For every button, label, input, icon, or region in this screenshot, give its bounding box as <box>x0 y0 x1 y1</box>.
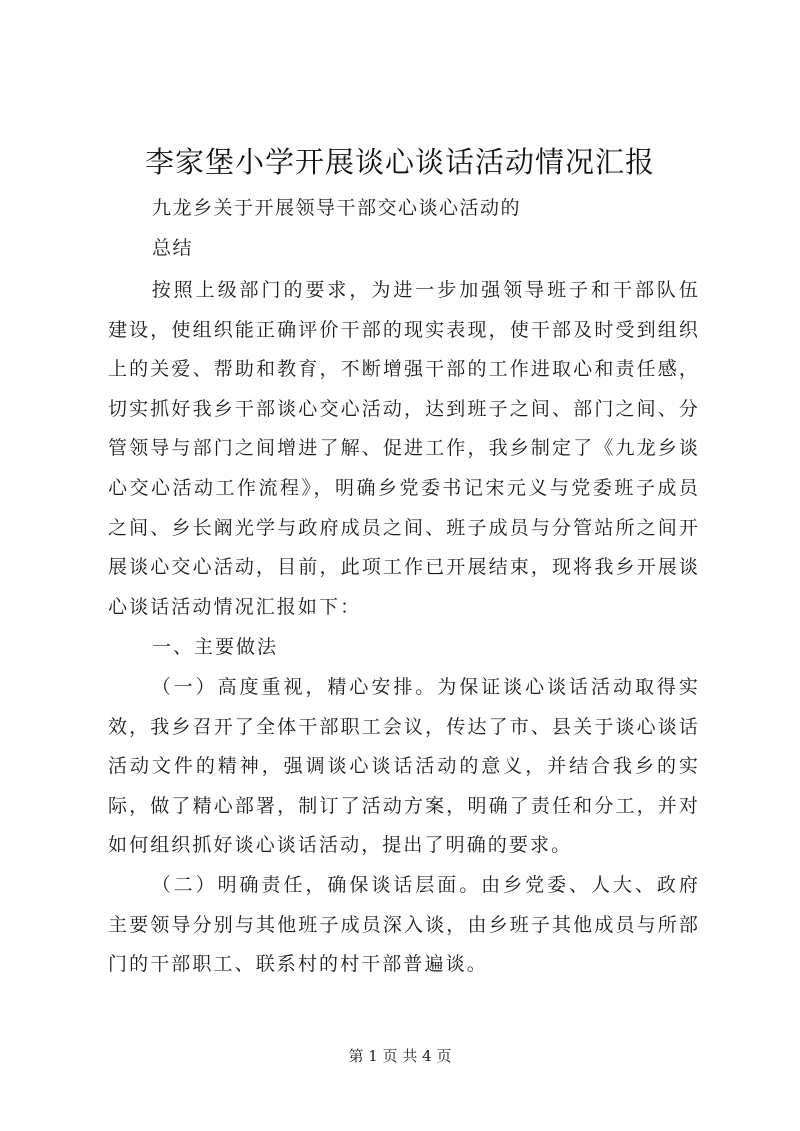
body-paragraph-2: （一）高度重视，精心安排。为保证谈心谈话活动取得实效，我乡召开了全体干部职工会议，传达了市、县关于谈心谈话活动文件的精神，强调谈心谈话活动的意义，并结合我乡的实际，做了精心部署，制订了活动方案，明确了责任和分工，并对如何组织抓好谈心谈话活动，提出了明确的要求。 <box>108 676 700 857</box>
section-heading-1: 一、主要做法 <box>152 636 279 658</box>
document-title: 李家堡小学开展谈心谈话活动情况汇报 <box>144 145 655 179</box>
body-paragraph-1: 按照上级部门的要求，为进一步加强领导班子和干部队伍建设，使组织能正确评价干部的现实表现，使干部及时受到组织上的关爱、帮助和教育，不断增强干部的工作进取心和责任感，切实抓好我乡干部谈心交心活动，达到班子之间、部门之间、分管领导与部门之间增进了解、促进工作，我乡制定了《九龙乡谈心交心活动工作流程》，明确乡党委书记宋元义与党委班子成员之间、乡长阚光学与政府成员之间、班子成员与分管站所之间开展谈心交心活动，目前，此项工作已开展结束，现将我乡开展谈心谈话活动情况汇报如下： <box>108 279 700 618</box>
page-number-footer: 第 1 页 共 4 页 <box>348 1047 452 1065</box>
body-paragraph-3: （二）明确责任，确保谈话层面。由乡党委、人大、政府主要领导分别与其他班子成员深入谈，由乡班子其他成员与所部门的干部职工、联系村的村干部普遍谈。 <box>108 874 700 976</box>
subtitle-line-1: 九龙乡关于开展领导干部交心谈心活动的 <box>152 197 522 219</box>
subtitle-line-2: 总结 <box>152 237 194 259</box>
